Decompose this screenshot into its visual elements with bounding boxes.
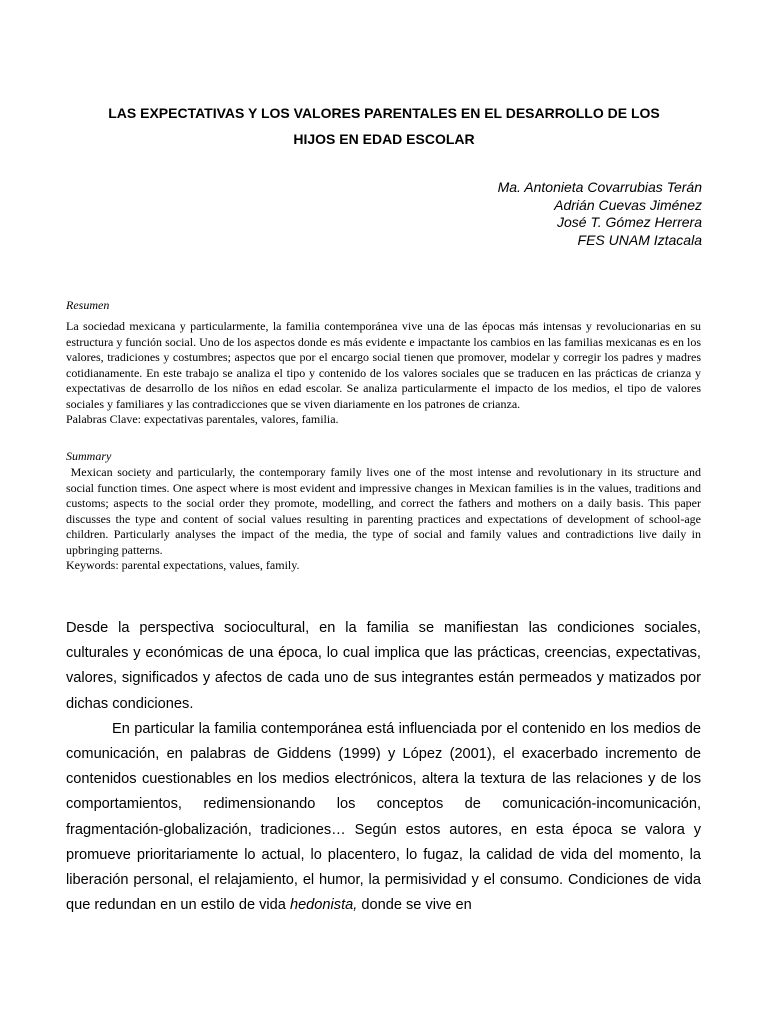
author-affiliation: FES UNAM Iztacala: [577, 231, 702, 248]
summary-text: Mexican society and particularly, the contemporary family lives one of the most intense and revolutionary in its structure and social function times. One aspect where is most evident and impressive changes in Mexican families is in the values, traditions and customs; aspects to the social order they promote, modelling, and correct the fathers and mothers on a daily basis. This paper discusses the type and content of social values resulting in parenting practices and expectations of development of school-age children. Particularly analyses the impact of the media, the type of social and family values and contradictions live daily in upbringing patterns.: [66, 465, 705, 557]
author-name: Ma. Antonieta Covarrubias Terán: [497, 179, 702, 195]
author-name: Adrián Cuevas Jiménez: [554, 196, 702, 213]
resumen-keywords: Palabras Clave: expectativas parentales, valores, familia.: [66, 412, 339, 426]
body-paragraph-1: Desde la perspectiva sociocultural, en la familia se manifiestan las condiciones sociales, culturales y económicas de una época, lo cual implica que las prácticas, creencias, expectativas, valores, significados y afectos de cada uno de sus integrantes están permeados y matizados por dichas condiciones.: [66, 620, 701, 712]
resumen-section: [66, 319, 701, 428]
paragraph-2-text: En particular la familia contemporánea está influenciada por el contenido en los medios de comunicación, en palabras de Giddens (1999) y López (2001), el exacerbado incremento de contenidos cuestionables en los medios electrónicos, altera la textura de las relaciones y de los comportamientos, redimensionando los conceptos de comunicación-incomunicación, fragmentación-globalización, tradiciones… Según estos autores, en esta época se valora y promueve prioritariamente lo actual, lo placentero, lo fugaz, la calidad de vida del momento, la liberación personal, el relajamiento, el humor, la permisividad y el consumo. Condiciones de vida que redundan en un estilo de vida: [66, 720, 701, 914]
paper-title: [60, 100, 708, 152]
summary-heading: Summary: [66, 449, 112, 463]
body-text: [66, 616, 701, 918]
author-block: [498, 179, 702, 249]
resumen-text: La sociedad mexicana y particularmente, la familia contemporánea vive una de las épocas más intensas y revolucionarias en su estructura y función social. Uno de los aspectos donde es más evidente e impactante los cambios en las familias mexicanas es en los valores, tradiciones y costumbres; aspectos que por el encargo social tienen que promover, modelar y corregir los padres y madres cotidianamente. En este trabajo se analiza el tipo y contenido de los valores sociales que se traducen en las prácticas de crianza y expectativas de desarrollo de los niños en edad escolar. Se analiza particularmente el impacto de los medios, el tipo de valores sociales y familiares y las contradicciones que se viven diariamente en los patrones de crianza.: [66, 319, 701, 411]
title-line-1: LAS EXPECTATIVAS Y LOS VALORES PARENTALES EN EL DESARROLLO DE LOS: [108, 105, 660, 121]
title-line-2: HIJOS EN EDAD ESCOLAR: [293, 131, 475, 147]
summary-section: [66, 465, 705, 574]
italic-term: hedonista,: [289, 897, 358, 914]
body-paragraph-2: [66, 717, 701, 919]
summary-keywords: Keywords: parental expectations, values, family.: [66, 558, 300, 572]
author-name: José T. Gómez Herrera: [557, 214, 702, 230]
resumen-heading: Resumen: [66, 298, 110, 312]
paragraph-2-continuation: donde se vive en: [357, 897, 472, 914]
